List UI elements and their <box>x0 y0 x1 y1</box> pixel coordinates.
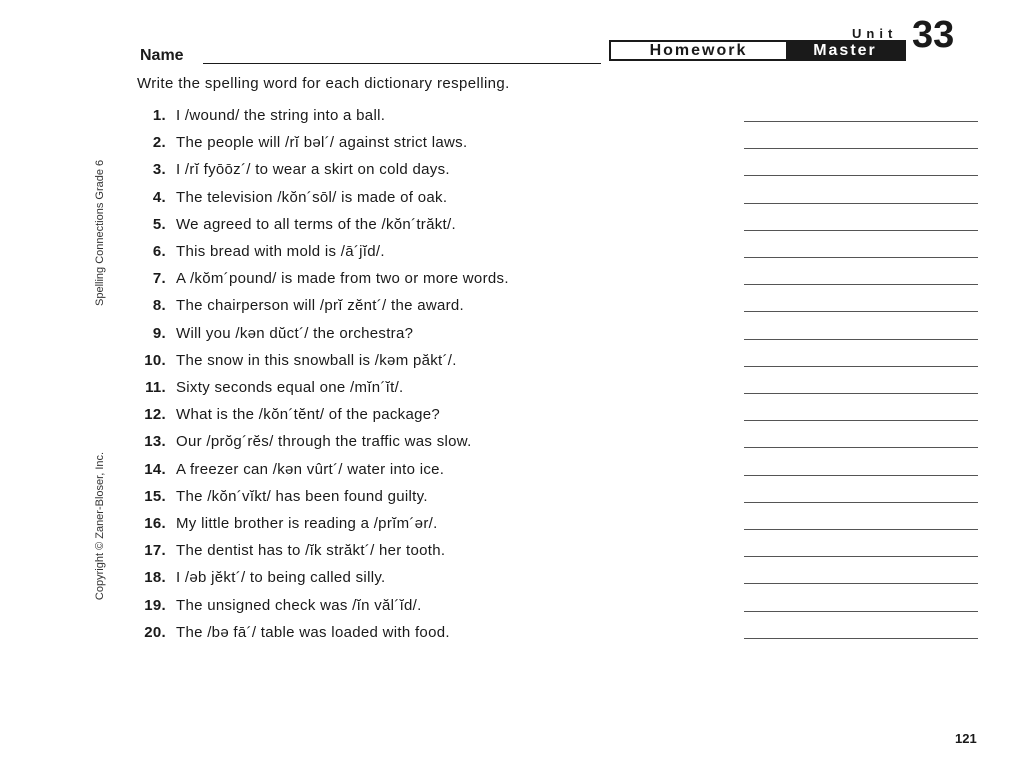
list-item <box>134 379 984 401</box>
answer-line[interactable] <box>744 366 978 367</box>
homework-master-badge <box>609 40 906 61</box>
item-number: 9. <box>152 324 166 342</box>
answer-line[interactable] <box>744 475 978 476</box>
answer-line[interactable] <box>744 148 978 149</box>
item-number: 17. <box>144 542 166 560</box>
list-item <box>134 107 984 129</box>
answer-line[interactable] <box>744 611 978 612</box>
unit-label: Unit <box>852 26 898 41</box>
list-item <box>134 189 984 211</box>
item-sentence: Will you /kən dŭct´/ the orchestra? <box>176 324 414 342</box>
answer-line[interactable] <box>744 257 978 258</box>
item-number: 15. <box>144 487 166 505</box>
answer-line[interactable] <box>744 502 978 503</box>
item-sentence: The chairperson will /prĭ zĕnt´/ the award. <box>176 297 465 315</box>
list-item <box>134 597 984 619</box>
answer-line[interactable] <box>744 121 978 122</box>
name-answer-line[interactable] <box>203 63 601 64</box>
answer-line[interactable] <box>744 583 978 584</box>
answer-line[interactable] <box>744 556 978 557</box>
item-number: 3. <box>152 161 166 179</box>
list-item <box>134 270 984 292</box>
item-number: 7. <box>152 270 166 288</box>
item-sentence: I /wound/ the string into a ball. <box>176 107 386 124</box>
item-sentence: A freezer can /kən vûrt´/ water into ice. <box>176 460 445 478</box>
item-sentence: A /kŏm´pound/ is made from two or more words. <box>176 270 509 288</box>
answer-line[interactable] <box>744 638 978 639</box>
unit-number: 33 <box>912 14 955 56</box>
answer-line[interactable] <box>744 311 978 312</box>
answer-line[interactable] <box>744 230 978 231</box>
item-sentence: The snow in this snowball is /kəm păkt´/. <box>176 351 457 369</box>
item-number: 6. <box>152 243 166 260</box>
item-sentence: I /rĭ fyōōz´/ to wear a skirt on cold days. <box>176 161 450 179</box>
answer-line[interactable] <box>744 420 978 421</box>
answer-line[interactable] <box>744 529 978 530</box>
item-number: 4. <box>152 188 166 206</box>
item-sentence: Our /prŏg´rĕs/ through the traffic was slow. <box>176 433 472 451</box>
item-sentence: The dentist has to /ĭk străkt´/ her tooth. <box>176 542 446 560</box>
item-number: 10. <box>144 351 166 369</box>
list-item <box>134 515 984 537</box>
master-label: Master <box>786 42 904 59</box>
list-item <box>134 488 984 510</box>
list-item <box>134 433 984 455</box>
item-sentence: What is the /kŏn´tĕnt/ of the package? <box>176 406 441 424</box>
item-number: 19. <box>144 596 166 614</box>
item-number: 5. <box>152 215 166 233</box>
list-item <box>134 325 984 347</box>
item-number: 18. <box>144 569 166 587</box>
list-item <box>134 406 984 428</box>
item-sentence: The /kŏn´vĭkt/ has been found guilty. <box>176 487 428 505</box>
item-number: 2. <box>152 134 166 152</box>
name-label: Name <box>140 47 184 64</box>
item-number: 20. <box>144 623 166 641</box>
item-sentence: I /əb jĕkt´/ to being called silly. <box>176 569 386 587</box>
answer-line[interactable] <box>744 284 978 285</box>
list-item <box>134 624 984 646</box>
series-side-text: Spelling Connections Grade 6 <box>94 159 106 306</box>
item-sentence: The people will /rĭ bəl´/ against strict laws. <box>176 134 468 152</box>
answer-line[interactable] <box>744 339 978 340</box>
item-sentence: My little brother is reading a /prĭm´ər/. <box>176 515 438 532</box>
item-number: 16. <box>144 515 166 532</box>
answer-line[interactable] <box>744 203 978 204</box>
answer-line[interactable] <box>744 393 978 394</box>
item-number: 12. <box>144 406 166 424</box>
item-number: 13. <box>144 433 166 451</box>
item-sentence: Sixty seconds equal one /mĭn´ĭt/. <box>176 379 404 396</box>
answer-line[interactable] <box>744 447 978 448</box>
list-item <box>134 243 984 265</box>
item-number: 1. <box>152 107 166 124</box>
answer-line[interactable] <box>744 175 978 176</box>
instructions: Write the spelling word for each dictionary respelling. <box>137 75 510 92</box>
item-sentence: This bread with mold is /ā´jĭd/. <box>176 243 385 260</box>
item-sentence: The television /kŏn´sōl/ is made of oak. <box>176 188 448 206</box>
item-number: 8. <box>152 297 166 315</box>
list-item <box>134 134 984 156</box>
item-number: 14. <box>144 460 166 478</box>
homework-label: Homework <box>611 42 786 59</box>
item-sentence: The /bə fā´/ table was loaded with food. <box>176 623 450 641</box>
item-sentence: We agreed to all terms of the /kŏn´trăkt/. <box>176 215 456 233</box>
list-item <box>134 216 984 238</box>
list-item <box>134 352 984 374</box>
list-item <box>134 542 984 564</box>
list-item <box>134 297 984 319</box>
item-sentence: The unsigned check was /ĭn văl´ĭd/. <box>176 596 422 614</box>
copyright-side-text: Copyright © Zaner-Bloser, Inc. <box>94 451 106 601</box>
page-number: 121 <box>955 731 977 746</box>
list-item <box>134 569 984 591</box>
list-item <box>134 461 984 483</box>
item-number: 11. <box>145 379 166 396</box>
list-item <box>134 161 984 183</box>
